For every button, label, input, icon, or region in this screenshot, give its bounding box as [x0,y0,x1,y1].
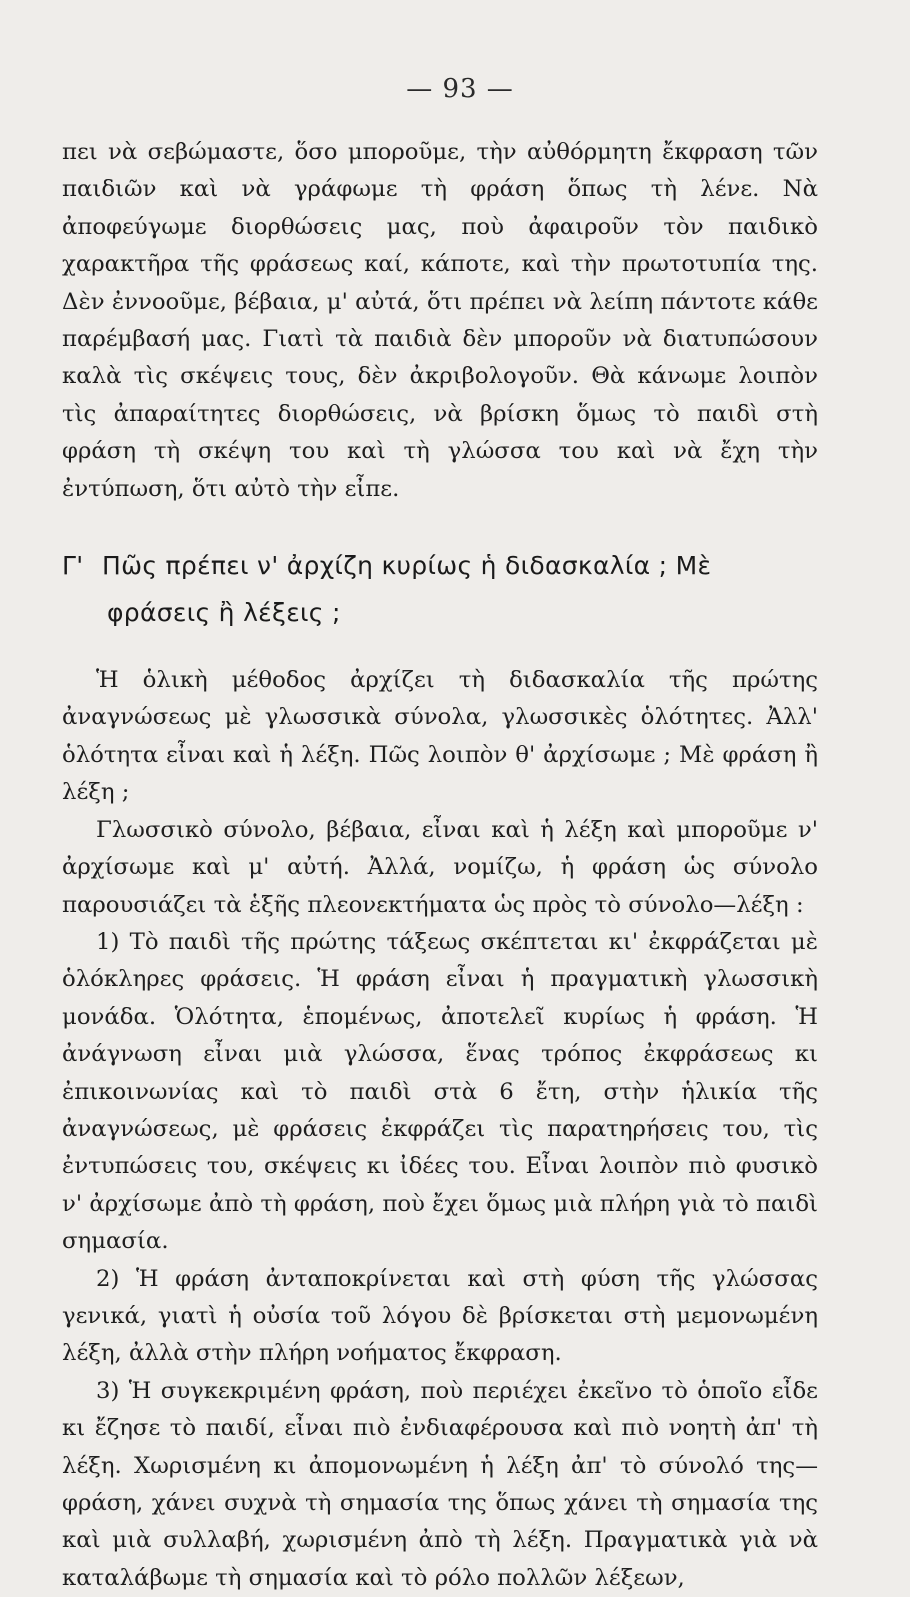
section-body [62,662,818,1597]
paragraph: Ἡ ὁλικὴ μέθοδος ἀρχίζει τὴ διδασκαλία τῆς πρώτης ἀναγνώσεως μὲ γλωσσικὰ σύνολα, γλωσσικὲς ὁλότητες. Ἀλλ' ὁλότητα εἶναι καὶ ἡ λέξη. Πῶς λοιπὸν θ' ἀρχίσωμε ; Μὲ φράση ἢ λέξη ; [62,667,818,806]
paragraph: Γλωσσικὸ σύνολο, βέβαια, εἶναι καὶ ἡ λέξη καὶ μποροῦμε ν' ἀρχίσωμε καὶ μ' αὐτή. Ἀλλά, νομίζω, ἡ φράση ὡς σύνολο παρουσιάζει τὰ ἑξῆς πλεονεκτήματα ὡς πρὸς τὸ σύνολο—λέξη : [62,816,818,918]
section-title-line2: φράσεις ἢ λέξεις ; [107,598,341,628]
section-title-line1: Πῶς πρέπει ν' ἀρχίζη κυρίως ἡ διδασκαλία ; Μὲ [102,551,712,581]
paragraph-continuation: πει νὰ σεβώμαστε, ὅσο μποροῦμε, τὴν αὐθόρμητη ἔκφραση τῶν παιδιῶν καὶ νὰ γράφωμε τὴ φράση ὅπως τὴ λένε. Νὰ ἀποφεύγωμε διορθώσεις μας, ποὺ ἀφαιροῦν τὸν παιδικὸ χαρακτῆρα τῆς φράσεως καί, κάποτε, καὶ τὴν πρωτοτυπία της. Δὲν ἐννοοῦμε, βέβαια, μ' αὐτά, ὅτι πρέπει νὰ λείπη πάντοτε κάθε παρέμβασή μας. Γιατὶ τὰ παιδιὰ δὲν μποροῦν νὰ διατυπώσουν καλὰ τὶς σκέψεις τους, δὲν ἀκριβολογοῦν. Θὰ κάνωμε λοιπὸν τὶς ἀπαραίτητες διορθώσεις, νὰ βρίσκη ὅμως τὸ παιδὶ στὴ φράση τὴ σκέψη του καὶ τὴ γλώσσα του καὶ νὰ ἔχη τὴν ἐντύπωση, ὅτι αὐτὸ τὴν εἶπε. [62,139,818,502]
paragraph: 2) Ἡ φράση ἀνταποκρίνεται καὶ στὴ φύση τῆς γλώσσας γενικά, γιατὶ ἡ οὐσία τοῦ λόγου δὲ βρίσκεται στὴ μεμονωμένη λέξη, ἀλλὰ στὴν πλήρη νοήματος ἔκφραση. [62,1265,818,1367]
page-number: — 93 — [406,74,514,104]
section-letter: Γ' [62,551,84,581]
section-heading [62,542,818,636]
paragraph: 1) Τὸ παιδὶ τῆς πρώτης τάξεως σκέπτεται κι' ἐκφράζεται μὲ ὁλόκληρες φράσεις. Ἡ φράση εἶναι ἡ πραγματικὴ γλωσσικὴ μονάδα. Ὁλότητα, ἑπομένως, ἀποτελεῖ κυρίως ἡ φράση. Ἡ ἀνάγνωση εἶναι μιὰ γλώσσα, ἕνας τρόπος ἐκφράσεως κι ἐπικοινωνίας καὶ τὸ παιδὶ στὰ 6 ἔτη, στὴν ἡλικία τῆς ἀναγνώσεως, μὲ φράσεις ἐκφράζει τὶς παρατηρήσεις του, τὶς ἐντυπώσεις του, σκέψεις κι ἰδέες του. Εἶναι λοιπὸν πιὸ φυσικὸ ν' ἀρχίσωμε ἀπὸ τὴ φράση, ποὺ ἔχει ὅμως μιὰ πλήρη γιὰ τὸ παιδὶ σημασία. [62,928,818,1255]
paragraph: 3) Ἡ συγκεκριμένη φράση, ποὺ περιέχει ἐκεῖνο τὸ ὁποῖο εἶδε κι ἔζησε τὸ παιδί, εἶναι πιὸ ἐνδιαφέρουσα καὶ πιὸ νοητὴ ἀπ' τὴ λέξη. Χωρισμένη κι ἀπομονωμένη ἡ λέξη ἀπ' τὸ σύνολό της—φράση, χάνει συχνὰ τὴ σημασία της ὅπως χάνει τὴ σημασία της καὶ μιὰ συλλαβή, χωρισμένη ἀπὸ τὴ λέξη. Πραγματικὰ γιὰ νὰ καταλάβωμε τὴ σημασία καὶ τὸ ρόλο πολλῶν λέξεων, [62,1377,818,1591]
